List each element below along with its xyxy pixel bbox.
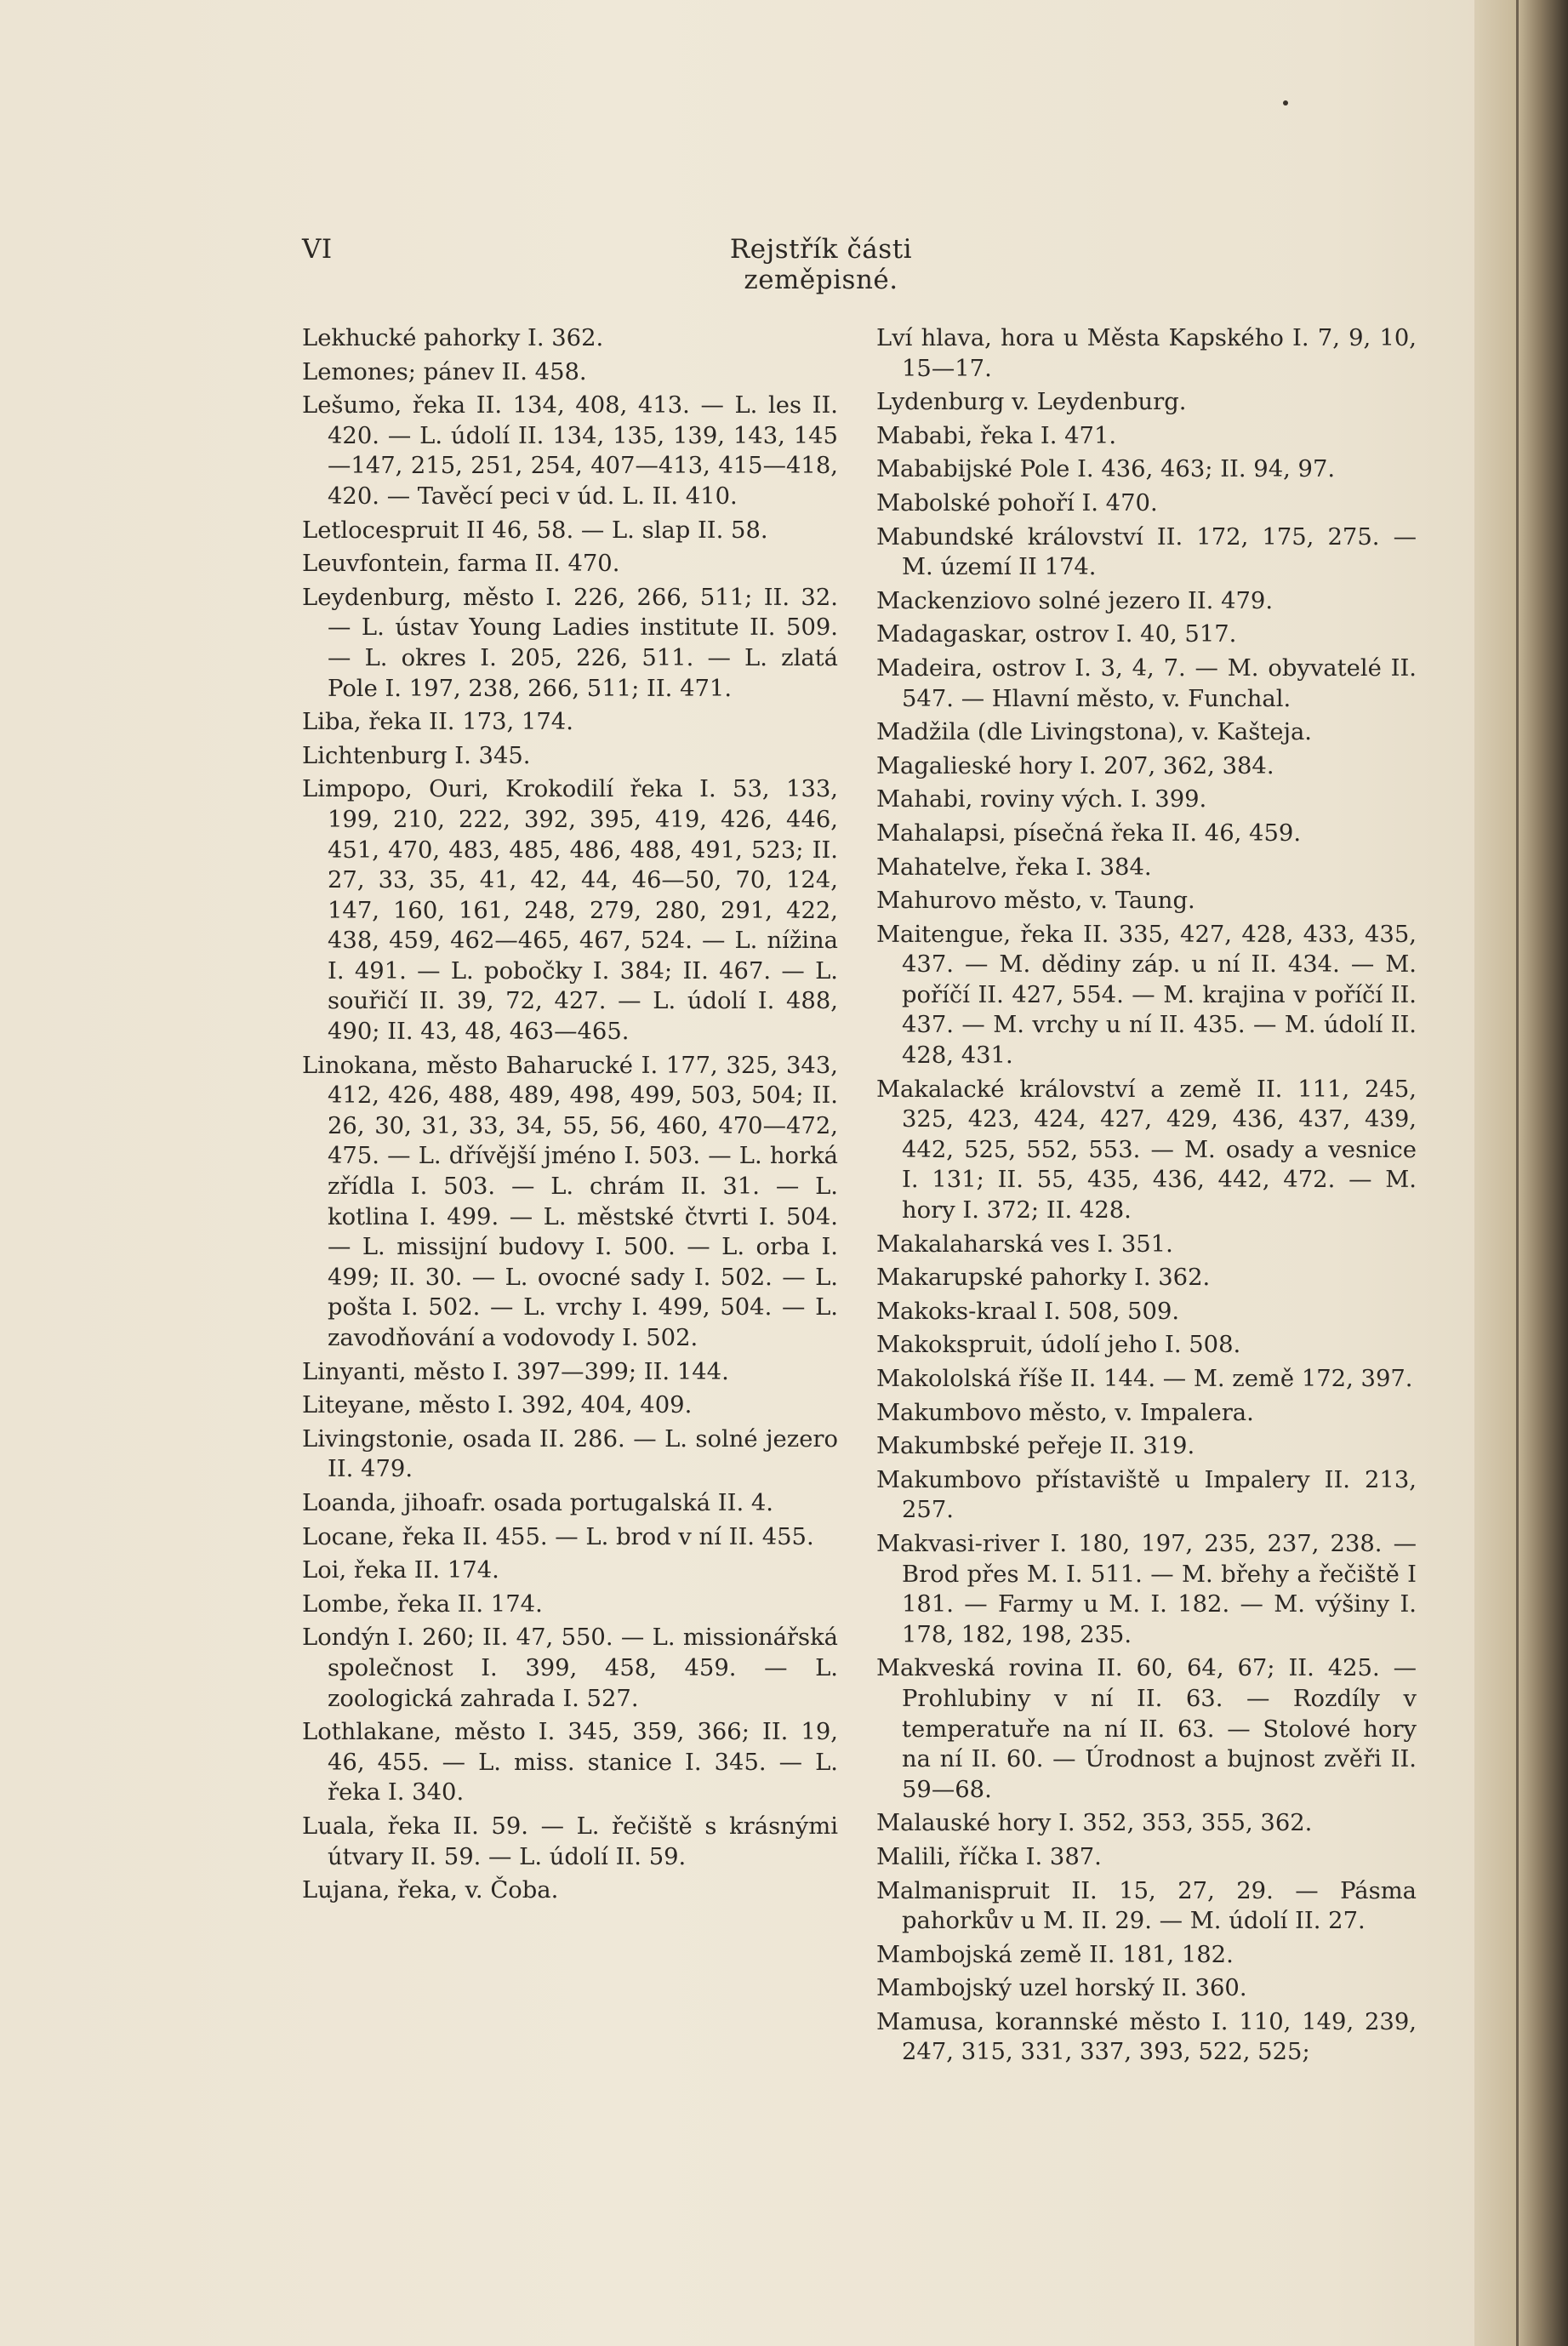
index-entry: Lombe, řeka II. 174. [302,1590,543,1618]
index-entry: Mambojská země II. 181, 182. [876,1941,1234,1968]
index-entry: Liteyane, město I. 392, 404, 409. [302,1392,693,1419]
index-entry: Mahurovo město, v. Taung. [876,888,1195,915]
index-entry: Malili, říčka I. 387. [876,1843,1102,1870]
index-entry: Malauské hory I. 352, 353, 355, 362. [876,1810,1313,1837]
index-entry: Madžila (dle Livingstona), v. Kašteja. [876,719,1313,746]
index-entry: Makalacké království a země II. 111, 245, 325, 423, 424, 427, 429, 436, 437, 439, 442, 525, 552, 553. — M. osady a vesnice I. 131; II. 55, 435, 436, 442, 472. — M. hory I. 372; II. 428. [876,1076,1417,1224]
index-entry: Mahabi, roviny vých. I. 399. [876,786,1207,813]
index-entry: Lujana, řeka, v. Čoba. [302,1877,559,1904]
index-entry: Leuvfontein, farma II. 470. [302,551,620,578]
index-entry: Luala, řeka II. 59. — L. řečiště s krásnými útvary II. 59. — L. údolí II. 59. [302,1812,838,1870]
book-binding-edge [1474,0,1568,2346]
index-column-right [876,323,1417,2071]
ink-speck [1283,100,1288,106]
index-entry: Mahatelve, řeka I. 384. [876,853,1152,881]
index-entry: Loanda, jihoafr. osada portugalská II. 4. [302,1489,773,1516]
index-entry: Lemones; pánev II. 458. [302,358,587,385]
index-entry: Limpopo, Ouri, Krokodilí řeka I. 53, 133, 199, 210, 222, 392, 395, 419, 426, 446, 451, 470, 483, 485, 486, 488, 491, 523; II. 27, 33, 35, 41, 42, 44, 46—50, 70, 124, 147, 160, 161, 248, 279, 280, 291, 422, 438, 459, 462—465, 467, 524. — L. nížina I. 491. — L. pobočky I. 384; II. 467. — L. souřičí II. 39, 72, 427. — L. údolí I. 488, 490; II. 43, 48, 463—465. [302,776,838,1046]
page-header [302,234,1400,295]
index-entry: Londýn I. 260; II. 47, 550. — L. missionářská společnost I. 399, 458, 459. — L. zoologická zahrada I. 527. [302,1624,838,1712]
index-entry: Mahalapsi, písečná řeka II. 46, 459. [876,819,1302,847]
index-entry: Linokana, město Baharucké I. 177, 325, 343, 412, 426, 488, 489, 498, 499, 503, 504; II. 26, 30, 31, 33, 34, 55, 56, 460, 470—472, 475. — L. dřívější jméno I. 503. — L. horká zřídla I. 503. — L. chrám II. 31. — L. kotlina I. 499. — L. městské čtvrti I. 504. — L. missijní budovy I. 500. — L. orba I. 499; II. 30. — L. ovocné sady I. 502. — L. pošta I. 502. — L. vrchy I. 499, 504. — L. zavodňování a vodovody I. 502. [302,1052,838,1351]
index-entry: Malmanispruit II. 15, 27, 29. — Pásma pahorkův u M. II. 29. — M. údolí II. 27. [876,1877,1417,1935]
index-entry: Leydenburg, město I. 226, 266, 511; II. 32. — L. ústav Young Ladies institute II. 509. — L. okres I. 205, 226, 511. — L. zlatá Pole I. 197, 238, 266, 511; II. 471. [302,584,838,702]
index-entry: Magalieské hory I. 207, 362, 384. [876,752,1274,779]
index-entry: Makokspruit, údolí jeho I. 508. [876,1332,1241,1359]
index-entry: Maitengue, řeka II. 335, 427, 428, 433, 435, 437. — M. dědiny záp. u ní II. 434. — M. poříčí II. 427, 554. — M. krajina v poříčí II. 437. — M. vrchy u ní II. 435. — M. údolí II. 428, 431. [876,921,1417,1070]
running-title: Rejstřík části zeměpisné. [729,234,913,295]
index-entry: Mackenziovo solné jezero II. 479. [876,587,1274,614]
index-entry: Lothlakane, město I. 345, 359, 366; II. 19, 46, 455. — L. miss. stanice I. 345. — L. řeka I. 340. [302,1719,838,1807]
index-entry: Mabundské království II. 172, 175, 275. — M. území II 174. [876,523,1417,581]
index-entry: Makumbské peřeje II. 319. [876,1433,1195,1460]
index-entry: Linyanti, město I. 397—399; II. 144. [302,1358,729,1385]
page-number: VI [302,234,333,265]
index-entry: Mambojský uzel horský II. 360. [876,1975,1247,2002]
index-entry: Locane, řeka II. 455. — L. brod v ní II. 455. [302,1523,814,1550]
index-entry: Makumbovo město, v. Impalera. [876,1399,1254,1426]
index-entry: Lichtenburg I. 345. [302,742,531,769]
index-entry: Madagaskar, ostrov I. 40, 517. [876,621,1237,648]
index-entry: Makumbovo přístaviště u Impalery II. 213, 257. [876,1466,1417,1524]
index-entry: Livingstonie, osada II. 286. — L. solné jezero II. 479. [302,1425,838,1483]
index-entry: Makvasi-river I. 180, 197, 235, 237, 238. — Brod přes M. I. 511. — M. břehy a řečiště I 181. — Farmy u M. I. 182. — M. výšiny I. 178, 182, 198, 235. [876,1530,1417,1648]
index-column-left [302,323,838,1909]
index-entry: Loi, řeka II. 174. [302,1557,499,1584]
index-entry: Mababi, řeka I. 471. [876,422,1117,449]
index-entry: Lydenburg v. Leydenburg. [876,389,1187,416]
index-entry: Makololská říše II. 144. — M. země 172, 397. [876,1366,1413,1392]
index-entry: Lešumo, řeka II. 134, 408, 413. — L. les II. 420. — L. údolí II. 134, 135, 139, 143, 145—147, 215, 251, 254, 407—413, 415—418, 420. — Tavěcí peci v úd. L. II. 410. [302,392,838,510]
index-entry: Makarupské pahorky I. 362. [876,1264,1211,1292]
index-entry: Liba, řeka II. 173, 174. [302,709,573,736]
index-entry: Mababijské Pole I. 436, 463; II. 94, 97. [876,456,1336,483]
index-entry: Madeira, ostrov I. 3, 4, 7. — M. obyvatelé II. 547. — Hlavní město, v. Funchal. [876,654,1417,712]
index-entry: Letlocespruit II 46, 58. — L. slap II. 58. [302,517,768,544]
index-entry: Makveská rovina II. 60, 64, 67; II. 425. — Prohlubiny v ní II. 63. — Rozdíly v temperatuře na ní II. 63. — Stolové hory na ní II. 60. — Úrodnost a bujnost zvěři II. 59—68. [876,1655,1417,1803]
binding-fold-line [1516,0,1519,2346]
index-entry: Lekhucké pahorky I. 362. [302,325,604,351]
index-entry: Mamusa, korannské město I. 110, 149, 239, 247, 315, 331, 337, 393, 522, 525; [876,2008,1417,2066]
index-entry: Mabolské pohoří I. 470. [876,489,1158,517]
index-entry: Makoks-kraal I. 508, 509. [876,1298,1180,1325]
index-entry: Lví hlava, hora u Města Kapského I. 7, 9, 10, 15—17. [876,325,1417,382]
index-entry: Makalaharská ves I. 351. [876,1230,1173,1258]
